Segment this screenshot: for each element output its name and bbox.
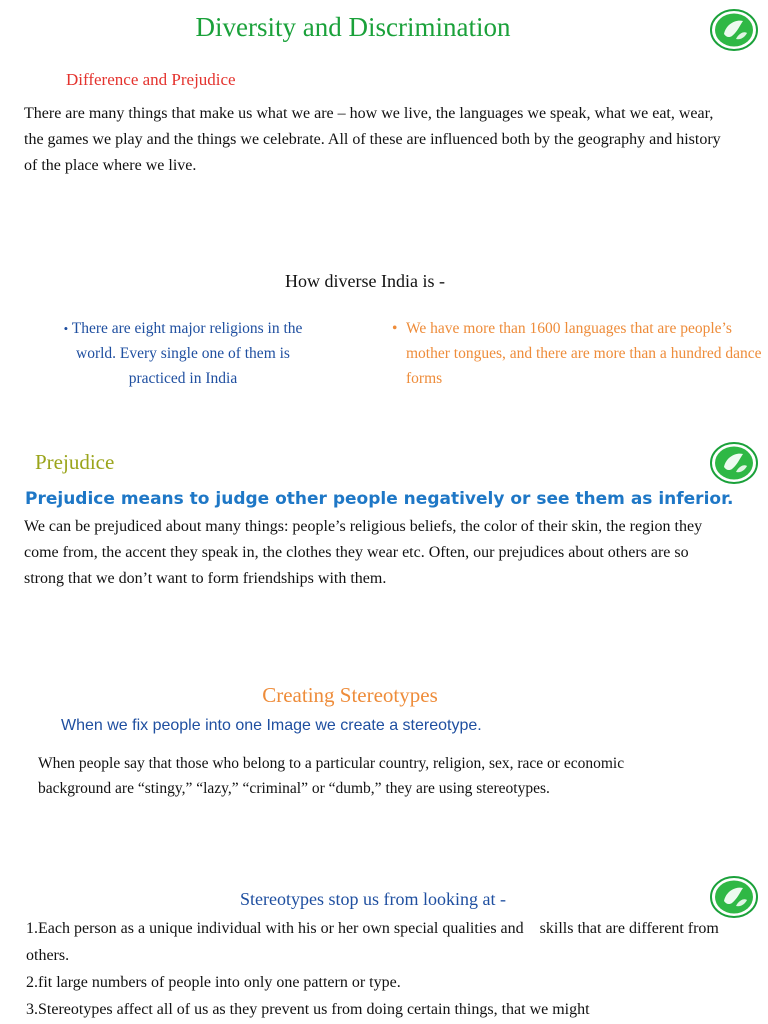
list-item: 2.fit large numbers of people into only one pattern or type. [26, 974, 401, 991]
diverse-heading: How diverse India is - [285, 271, 445, 291]
languages-bullet-text: We have more than 1600 languages that are people’s mother tongues, and there are more than a hundred dance forms [406, 320, 762, 387]
religions-bullet [48, 316, 318, 391]
prejudice-definition: Prejudice means to judge other people negatively or see them as inferior. [25, 489, 734, 509]
list-item: 3.Stereotypes affect all of us as they prevent us from doing certain things, that we might [26, 1001, 590, 1018]
religions-bullet-text: There are eight major religions in the world. Every single one of them is practiced in India [71, 320, 303, 387]
list-item: 1.Each person as a unique individual with his or her own special qualities and skills that are different from others. [26, 920, 723, 964]
section-subtitle: Difference and Prejudice [66, 70, 236, 89]
stereotypes-list [26, 915, 756, 1023]
prejudice-heading: Prejudice [35, 450, 115, 474]
intro-paragraph: There are many things that make us what we are – how we live, the languages we speak, what we eat, wear, the games we play and the things we celebrate. All of these are influenced both by the geography and history of the place where we live. [24, 105, 721, 174]
bullet-icon: • [63, 321, 69, 336]
stereotype-definition: When we fix people into one Image we create a stereotype. [61, 717, 482, 734]
stereotypes-stop-heading: Stereotypes stop us from looking at - [240, 889, 506, 909]
page-title: Diversity and Discrimination [195, 12, 511, 42]
stereotypes-heading: Creating Stereotypes [262, 683, 438, 707]
languages-bullet [392, 316, 762, 391]
leaf-logo-icon [710, 9, 758, 51]
prejudice-paragraph: We can be prejudiced about many things: people’s religious beliefs, the color of their skin, the region they come from, the accent they speak in, the clothes they wear etc. Often, our prejudices about others are so strong that we don’t want to form friendships with them. [24, 518, 703, 587]
stereotype-paragraph: When people say that those who belong to a particular country, religion, sex, race or economic background are “stingy,” “lazy,” “criminal” or “dumb,” they are using stereotypes. [38, 755, 625, 797]
bullet-icon: • [392, 320, 398, 337]
leaf-logo-icon [710, 442, 758, 484]
